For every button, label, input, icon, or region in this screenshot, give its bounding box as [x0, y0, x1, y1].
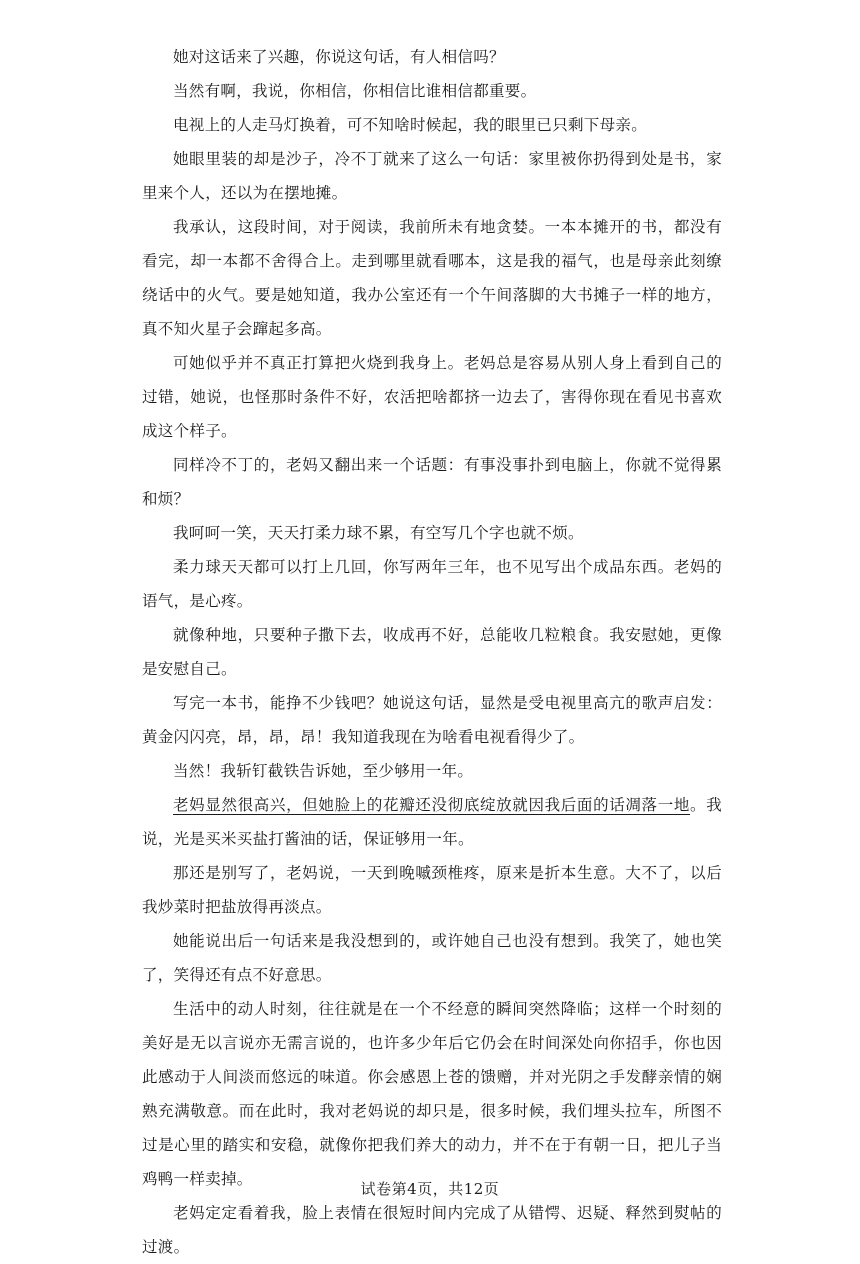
page-footer: 试卷第4页，共12页	[360, 1180, 500, 1198]
underlined-sentence: 老妈显然很高兴，但她脸上的花瓣还没彻底绽放就因我后面的话凋落一地	[173, 796, 691, 814]
paragraph-13-rest: 。我说，光是买米买盐打酱油的话，保证够用一年。	[142, 796, 722, 848]
paragraph-5: 我承认，这段时间，对于阅读，我前所未有地贪婪。一本本摊开的书，都没有看完，却一本都不舍得合上。走到哪里就看哪本，这是我的福气，也是母亲此刻缭绕话中的火气。要是她知道，我办公室还有一个午间落脚的大书摊子一样的地方，真不知火星子会蹿起多高。	[142, 218, 722, 338]
paragraph-4: 她眼里装的却是沙子，冷不丁就来了这么一句话：家里被你扔得到处是书，家里来个人，还以为在摆地摊。	[142, 150, 722, 202]
paragraph-3: 电视上的人走马灯换着，可不知啥时候起，我的眼里已只剩下母亲。	[173, 116, 648, 134]
paragraph-14: 那还是别写了，老妈说，一天到晚嘁颈椎疼，原来是折本生意。大不了，以后我炒菜时把盐放得再淡点。	[142, 864, 722, 916]
paragraph-1: 她对这话来了兴趣，你说这句话，有人相信吗？	[173, 48, 505, 66]
paragraph-9: 柔力球天天都可以打上几回，你写两年三年，也不见写出个成品东西。老妈的语气，是心疼。	[142, 558, 722, 610]
paragraph-10: 就像种地，只要种子撒下去，收成再不好，总能收几粒粮食。我安慰她，更像是安慰自己。	[142, 626, 722, 678]
article-body	[142, 40, 722, 1264]
paragraph-6: 可她似乎并不真正打算把火烧到我身上。老妈总是容易从别人身上看到自己的过错，她说，也怪那时条件不好，农活把啥都挤一边去了，害得你现在看见书喜欢成这个样子。	[142, 354, 722, 440]
paragraph-2: 当然有啊，我说，你相信，你相信比谁相信都重要。	[173, 82, 537, 100]
paragraph-13	[142, 788, 722, 856]
paragraph-16: 生活中的动人时刻，往往就是在一个不经意的瞬间突然降临；这样一个时刻的美好是无以言说亦无需言说的，也许多少年后它仍会在时间深处向你招手，你也因此感动于人间淡而悠远的味道。你会感恩上苍的馈赠，并对光阴之手发酵亲情的娴熟充满敬意。而在此时，我对老妈说的却只是，很多时候，我们埋头拉车，所图不过是心里的踏实和安稳，就像你把我们养大的动力，并不在于有朝一日，把儿子当鸡鸭一样卖掉。	[142, 1000, 722, 1188]
paragraph-15: 她能说出后一句话来是我没想到的，或许她自己也没有想到。我笑了，她也笑了，笑得还有点不好意思。	[142, 932, 722, 984]
paragraph-17: 老妈定定看着我，脸上表情在很短时间内完成了从错愕、迟疑、释然到熨帖的过渡。	[142, 1204, 722, 1256]
paragraph-7: 同样冷不丁的，老妈又翻出来一个话题：有事没事扑到电脑上，你就不觉得累和烦？	[142, 456, 722, 508]
paragraph-8: 我呵呵一笑，天天打柔力球不累，有空写几个字也就不烦。	[173, 524, 584, 542]
paragraph-12: 当然！我斩钉截铁告诉她，至少够用一年。	[173, 762, 474, 780]
paragraph-11: 写完一本书，能挣不少钱吧？她说这句话，显然是受电视里高亢的歌声启发：黄金闪闪亮，昂，昂，昂！我知道我现在为啥看电视看得少了。	[142, 694, 722, 746]
